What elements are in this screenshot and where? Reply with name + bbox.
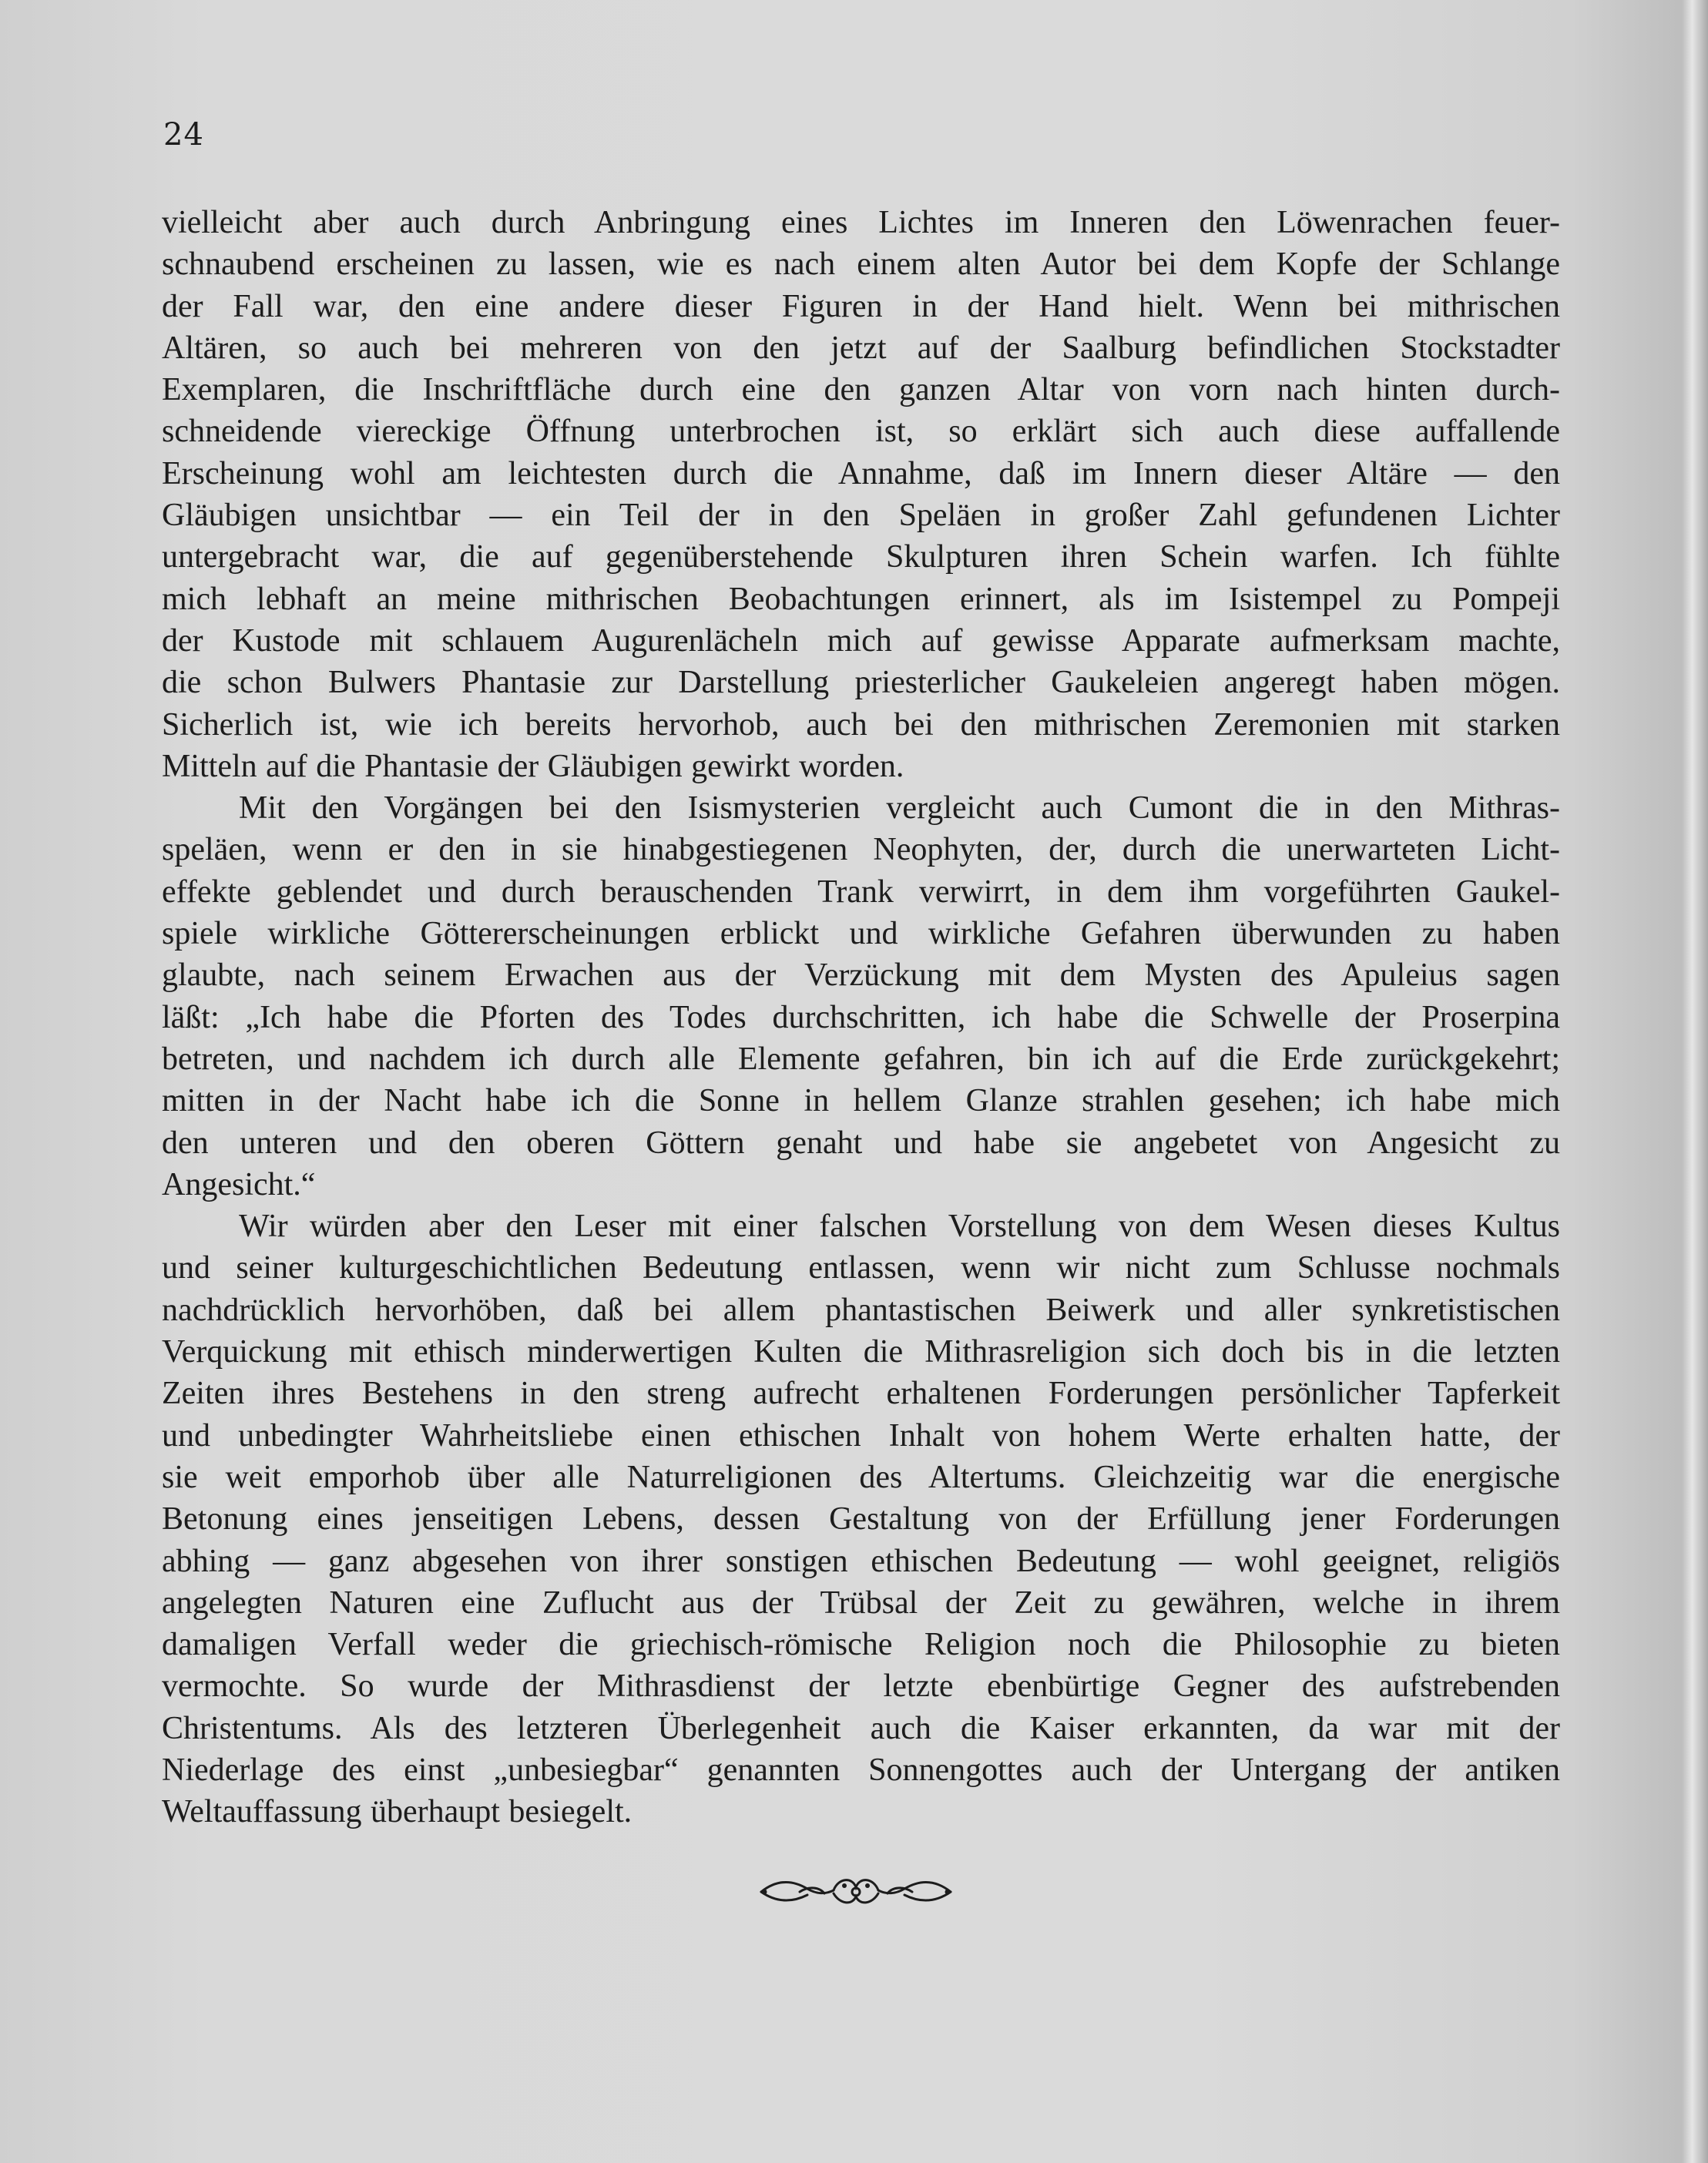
text-line: effekte geblendet und durch berauschenden Trank verwirrt, in dem ihm vorgeführten Gaukel- — [162, 874, 1560, 910]
text-line: glaubte, nach seinem Erwachen aus der Verzückung mit dem Mysten des Apuleius sagen — [162, 957, 1560, 994]
text-line: abhing — ganz abgesehen von ihrer sonstigen ethischen Bedeutung — wohl geeignet, religiös — [162, 1543, 1560, 1579]
text-line: betreten, und nachdem ich durch alle Elemente gefahren, bin ich auf die Erde zurückgekehrt; — [162, 1041, 1560, 1077]
text-line: Wir würden aber den Leser mit einer falschen Vorstellung von dem Wesen dieses Kultus — [239, 1209, 1560, 1245]
text-line: speläen, wenn er den in sie hinabgestiegenen Neophyten, der, durch die unerwarteten Licht- — [162, 832, 1560, 868]
text-line: Gläubigen unsichtbar — ein Teil der in den Speläen in großer Zahl gefundenen Lichter — [162, 498, 1560, 534]
text-line: Zeiten ihres Bestehens in den streng aufrecht erhaltenen Forderungen persönlicher Tapferkeit — [162, 1376, 1560, 1412]
text-line: schneidende viereckige Öffnung unterbrochen ist, so erklärt sich auch diese auffallende — [162, 414, 1560, 450]
text-line: und seiner kulturgeschichtlichen Bedeutung entlassen, wenn wir nicht zum Schlusse nochmals — [162, 1250, 1560, 1286]
text-line: vielleicht aber auch durch Anbringung eines Lichtes im Inneren den Löwenrachen feuer- — [162, 205, 1560, 240]
text-line: Sicherlich ist, wie ich bereits hervorhob, auch bei den mithrischen Zeremonien mit starken — [162, 706, 1560, 743]
text-line: Mitteln auf die Phantasie der Gläubigen gewirkt worden. — [162, 748, 904, 784]
text-line: mitten in der Nacht habe ich die Sonne in hellem Glanze strahlen gesehen; ich habe mich — [162, 1083, 1560, 1119]
text-line: der Fall war, den eine andere dieser Figuren in der Hand hielt. Wenn bei mithrischen — [162, 288, 1560, 324]
page-number: 24 — [163, 117, 204, 153]
text-line: Altären, so auch bei mehreren von den jetzt auf der Saalburg befindlichen Stockstadter — [162, 330, 1560, 366]
text-line: Angesicht.“ — [162, 1166, 316, 1202]
text-line: Niederlage des einst „unbesiegbar“ genannten Sonnengottes auch der Untergang der antiken — [162, 1752, 1560, 1788]
book-spine-shadow — [1682, 0, 1708, 2163]
text-line: Weltauffassung überhaupt besiegelt. — [162, 1794, 633, 1830]
text-line: Christentums. Als des letzteren Überlegenheit auch die Kaiser erkannten, da war mit der — [162, 1710, 1560, 1746]
text-line: Betonung eines jenseitigen Lebens, dessen Gestaltung von der Erfüllung jener Forderungen — [162, 1501, 1560, 1538]
body-text — [162, 202, 1560, 1833]
text-line: vermochte. So wurde der Mithrasdienst der letzte ebenbürtige Gegner des aufstrebenden — [162, 1668, 1560, 1705]
text-line: mich lebhaft an meine mithrischen Beobachtungen erinnert, als im Isistempel zu Pompeji — [162, 581, 1560, 617]
text-line: Mit den Vorgängen bei den Isismysterien vergleicht auch Cumont die in den Mithras- — [239, 790, 1560, 827]
text-line: sie weit emporhob über alle Naturreligionen des Altertums. Gleichzeitig war die energische — [162, 1459, 1560, 1495]
text-line: Exemplaren, die Inschriftfläche durch eine den ganzen Altar von vorn nach hinten durch- — [162, 372, 1560, 408]
text-line: läßt: „Ich habe die Pforten des Todes durchschritten, ich habe die Schwelle der Proserpina — [162, 999, 1560, 1035]
decorative-ornament-icon — [753, 1869, 958, 1913]
text-line: damaligen Verfall weder die griechisch-römische Religion noch die Philosophie zu bieten — [162, 1627, 1560, 1663]
text-line: Erscheinung wohl am leichtesten durch die Annahme, daß im Innern dieser Altäre — den — [162, 455, 1560, 491]
text-line: der Kustode mit schlauem Augurenlächeln mich auf gewisse Apparate aufmerksam machte, — [162, 622, 1560, 659]
text-line: angelegten Naturen eine Zuflucht aus der Trübsal der Zeit zu gewähren, welche in ihrem — [162, 1585, 1560, 1621]
text-line: schnaubend erscheinen zu lassen, wie es nach einem alten Autor bei dem Kopfe der Schlange — [162, 246, 1560, 283]
text-line: Verquickung mit ethisch minderwertigen Kulten die Mithrasreligion sich doch bis in die letzten — [162, 1334, 1560, 1370]
text-line: die schon Bulwers Phantasie zur Darstellung priesterlicher Gaukeleien angeregt haben mögen. — [162, 665, 1560, 701]
text-line: den unteren und den oberen Göttern genaht und habe sie angebetet von Angesicht zu — [162, 1125, 1560, 1161]
text-line: spiele wirkliche Göttererscheinungen erblickt und wirkliche Gefahren überwunden zu haben — [162, 916, 1560, 952]
text-line: untergebracht war, die auf gegenüberstehende Skulpturen ihren Schein warfen. Ich fühlte — [162, 539, 1560, 575]
text-line: und unbedingter Wahrheitsliebe einen ethischen Inhalt von hohem Werte erhalten hatte, der — [162, 1417, 1560, 1454]
text-line: nachdrücklich hervorhöben, daß bei allem phantastischen Beiwerk und aller synkretistischen — [162, 1292, 1560, 1328]
